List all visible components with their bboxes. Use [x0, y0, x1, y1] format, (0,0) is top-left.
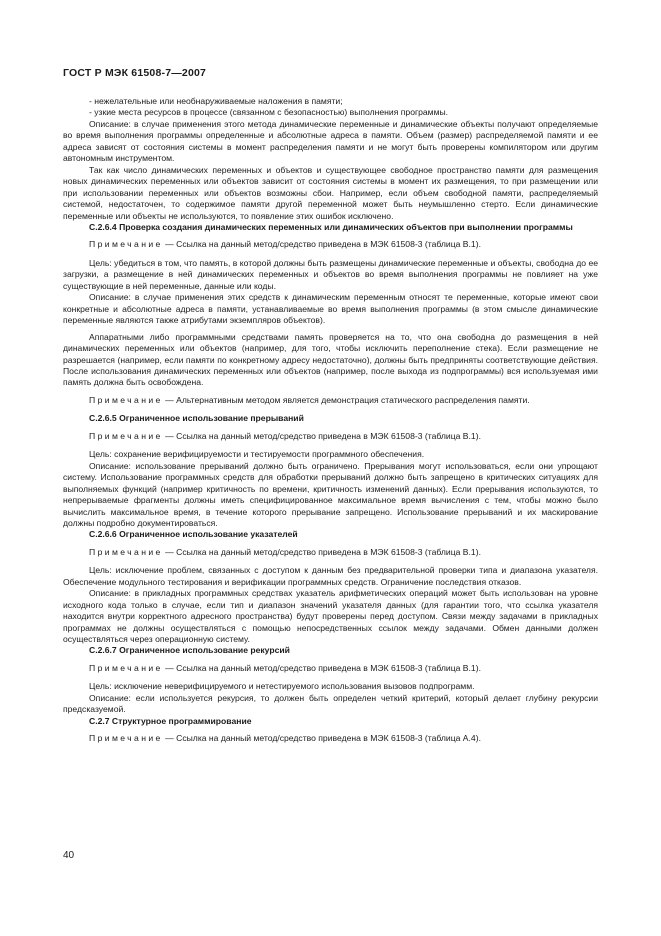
goal-paragraph: Цель: сохранение верифицируемости и тестируемости программного обеспечения. — [89, 449, 425, 460]
page-header: ГОСТ Р МЭК 61508-7—2007 — [63, 67, 207, 79]
goal-paragraph: Цель: исключение неверифицируемого и нетестируемого использования вызовов подпрограмм. — [89, 681, 475, 692]
list-item: - нежелательные или необнаруживаемые наложения в памяти; — [89, 96, 343, 106]
note-paragraph — [63, 733, 598, 744]
note-text: Ссылка на данный метод/средство приведена в МЭК 61508-3 (таблица В.1). — [176, 430, 481, 441]
body-paragraph: Так как число динамических переменных и объектов и существующее свободное пространство памяти для размещения новых динамических переменных или объектов зависит от состояния системы в момент их размещения, то при размещении или при использовании переменных или объектов возможны сбои. Например, если объем свободной памяти, распределяемый системой, недостаточен, то содержимое памяти другой переменной может быть неумышленно стерто. Если динамические переменные или объекты не используются, то появление этих ошибок исключено. — [63, 164, 598, 221]
description-paragraph: Описание: в прикладных программных средствах указатель арифметических операций может быть использован на уровне исходного кода только в случае, если тип и диапазон значений указателя данных (для гарантии того, что ссылка указателя находится внутри корректного адресного пространства) будут проверены перед доступом. Связи между задачами в прикладных программах не должны осуществляться с помощью непосредственных ссылок между задачами. Обмен данными должен осуществляться через операционную систему. — [63, 588, 598, 645]
description-paragraph: Описание: в случае применения этого метода динамические переменные и динамические объекты получают определяемые во время выполнения программы определенные и абсолютные адреса в памяти. Объем (размер) распределяемой памяти и ее адреса зависят от состояния системы в момент распределения памяти и не могут быть проверены компилятором или другим автономным инструментом. — [63, 118, 598, 164]
section-heading: С.2.6.4 Проверка создания динамических переменных или динамических объектов при выполнении программы — [89, 221, 573, 232]
note-dash: — — [162, 430, 177, 441]
note-dash: — — [162, 239, 177, 250]
note-paragraph — [63, 239, 598, 250]
description-paragraph: Описание: если используется рекурсия, то должен быть определен четкий критерий, который делает глубину рекурсии предсказуемой. — [63, 692, 598, 715]
note-text: Ссылка на данный метод/средство приведена в МЭК 61508-3 (таблица В.1). — [176, 239, 481, 250]
note-dash: — — [162, 394, 177, 405]
section-heading: С.2.6.7 Ограниченное использование рекурсий — [89, 645, 290, 656]
section-heading: С.2.6.6 Ограниченное использование указателей — [89, 529, 298, 540]
note-dash: — — [162, 733, 177, 744]
goal-paragraph: Цель: убедиться в том, что память, в которой должны быть размещены динамические переменные и объекты, свободна до ее загрузки, а размещение в ней динамических переменных и объектов во время выполнения программы не повлияет на уже существующие в ней переменные, данные или коды. — [63, 257, 598, 291]
note-paragraph — [63, 547, 598, 558]
description-paragraph: Описание: в случае применения этих средств к динамическим переменным относят те переменные, которые имеют свои конкретные и абсолютные адреса в памяти, устанавливаемые во время выполнения программы (в этом смысле динамические переменные являются также атрибутами экземпляров объектов). — [63, 292, 598, 326]
note-label: Примечание — [89, 546, 163, 557]
list-item: - узкие места ресурсов в процессе (связанном с безопасностью) выполнения программы. — [89, 107, 449, 118]
note-label: Примечание — [89, 239, 163, 250]
body-paragraph: Аппаратными либо программными средствами память проверяется на то, что она свободна до размещения в ней динамических переменных или объектов (например, для того, чтобы исключить переполнение стека). Если размещение не разрешается (например, если памяти по конкретному адресу недостаточно), должны быть предприняты соответствующие действия. После использования динамических переменных или объектов (например, после выхода из подпрограммы) вся используемая ими память должна быть освобождена. — [63, 331, 598, 388]
page-number: 40 — [63, 850, 75, 861]
note-paragraph — [63, 663, 598, 674]
note-label: Примечание — [89, 394, 163, 405]
note-text: Ссылка на данный метод/средство приведена в МЭК 61508-3 (таблица В.1). — [176, 546, 481, 557]
note-dash: — — [162, 546, 177, 557]
note-label: Примечание — [89, 733, 163, 744]
note-paragraph — [63, 431, 598, 442]
note-paragraph — [63, 395, 598, 406]
note-dash: — — [162, 662, 177, 673]
note-label: Примечание — [89, 430, 163, 441]
note-label: Примечание — [89, 662, 163, 673]
page-body — [63, 96, 598, 752]
note-text: Альтернативным методом является демонстрация статического распределения памяти. — [176, 394, 530, 405]
note-text: Ссылка на данный метод/средство приведена в МЭК 61508-3 (таблица А.4). — [176, 733, 481, 744]
goal-paragraph: Цель: исключение проблем, связанных с доступом к данным без предварительной проверки типа и диапазона указателя. Обеспечение модульного тестирования и верификации программных средств. Ограничение последствия отказов. — [63, 565, 598, 587]
section-heading: С.2.6.5 Ограниченное использование прерываний — [89, 413, 304, 424]
note-text: Ссылка на данный метод/средство приведена в МЭК 61508-3 (таблица В.1). — [176, 662, 481, 673]
description-paragraph: Описание: использование прерываний должно быть ограничено. Прерывания могут использоваться, если они упрощают систему. Использование программных средств для обработки прерываний должно быть запрещено в критических ситуациях для выполняемых функций (например критичность по времени, критичность изменений данных). Если прерывания используются, то непрерываемые фрагменты должны иметь специфицированное максимальное время вычисления с тем, чтобы можно было вычислить максимальное время, в течение которого прерывание запрещено. Использование прерываний и их маскирование должны подробно документироваться. — [63, 460, 598, 528]
section-heading: С.2.7 Структурное программирование — [89, 715, 252, 726]
